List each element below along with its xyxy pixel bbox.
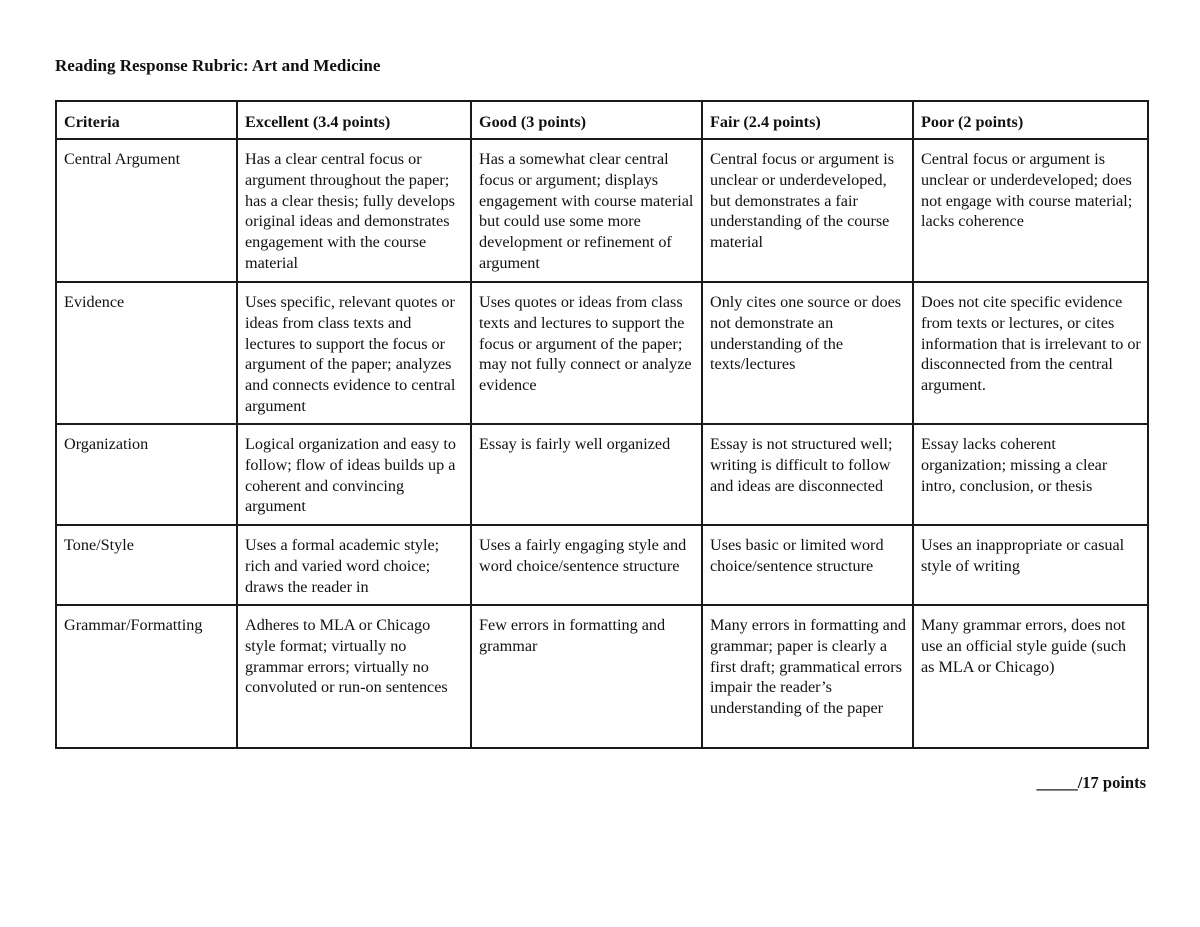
good-cell: Essay is fairly well organized [471, 424, 702, 525]
good-cell: Has a somewhat clear central focus or argument; displays engagement with course material but could use some more development or refinement of argument [471, 139, 702, 282]
header-criteria: Criteria [56, 101, 237, 139]
poor-cell: Uses an inappropriate or casual style of writing [913, 525, 1148, 605]
table-row [56, 525, 1148, 605]
fair-cell: Only cites one source or does not demonstrate an understanding of the texts/lectures [702, 282, 913, 424]
fair-cell: Uses basic or limited word choice/sentence structure [702, 525, 913, 605]
header-good: Good (3 points) [471, 101, 702, 139]
excellent-cell: Has a clear central focus or argument throughout the paper; has a clear thesis; fully develops original ideas and demonstrates engagement with the course material [237, 139, 471, 282]
table-row [56, 139, 1148, 282]
fair-cell: Many errors in formatting and grammar; paper is clearly a first draft; grammatical errors impair the reader’s understanding of the paper [702, 605, 913, 748]
poor-cell: Essay lacks coherent organization; missing a clear intro, conclusion, or thesis [913, 424, 1148, 525]
criterion-cell: Tone/Style [56, 525, 237, 605]
criterion-cell: Evidence [56, 282, 237, 424]
table-row [56, 605, 1148, 748]
poor-cell: Central focus or argument is unclear or underdeveloped; does not engage with course material; lacks coherence [913, 139, 1148, 282]
criterion-cell: Organization [56, 424, 237, 525]
excellent-cell: Uses a formal academic style; rich and varied word choice; draws the reader in [237, 525, 471, 605]
table-row [56, 282, 1148, 424]
header-excellent: Excellent (3.4 points) [237, 101, 471, 139]
good-cell: Uses a fairly engaging style and word choice/sentence structure [471, 525, 702, 605]
excellent-cell: Adheres to MLA or Chicago style format; virtually no grammar errors; virtually no convoluted or run-on sentences [237, 605, 471, 748]
total-points: _____/17 points [1036, 773, 1146, 792]
fair-cell: Essay is not structured well; writing is difficult to follow and ideas are disconnected [702, 424, 913, 525]
good-cell: Uses quotes or ideas from class texts and lectures to support the focus or argument of the paper; may not fully connect or analyze evidence [471, 282, 702, 424]
poor-cell: Many grammar errors, does not use an official style guide (such as MLA or Chicago) [913, 605, 1148, 748]
excellent-cell: Uses specific, relevant quotes or ideas from class texts and lectures to support the focus or argument of the paper; analyzes and connects evidence to central argument [237, 282, 471, 424]
criterion-cell: Grammar/Formatting [56, 605, 237, 748]
document-title: Reading Response Rubric: Art and Medicine [55, 56, 381, 75]
criterion-cell: Central Argument [56, 139, 237, 282]
fair-cell: Central focus or argument is unclear or underdeveloped, but demonstrates a fair understanding of the course material [702, 139, 913, 282]
table-row [56, 424, 1148, 525]
good-cell: Few errors in formatting and grammar [471, 605, 702, 748]
header-poor: Poor (2 points) [913, 101, 1148, 139]
poor-cell: Does not cite specific evidence from texts or lectures, or cites information that is irrelevant to or disconnected from the central argument. [913, 282, 1148, 424]
excellent-cell: Logical organization and easy to follow; flow of ideas builds up a coherent and convincing argument [237, 424, 471, 525]
rubric-table [55, 100, 1149, 749]
header-row [56, 101, 1148, 139]
header-fair: Fair (2.4 points) [702, 101, 913, 139]
